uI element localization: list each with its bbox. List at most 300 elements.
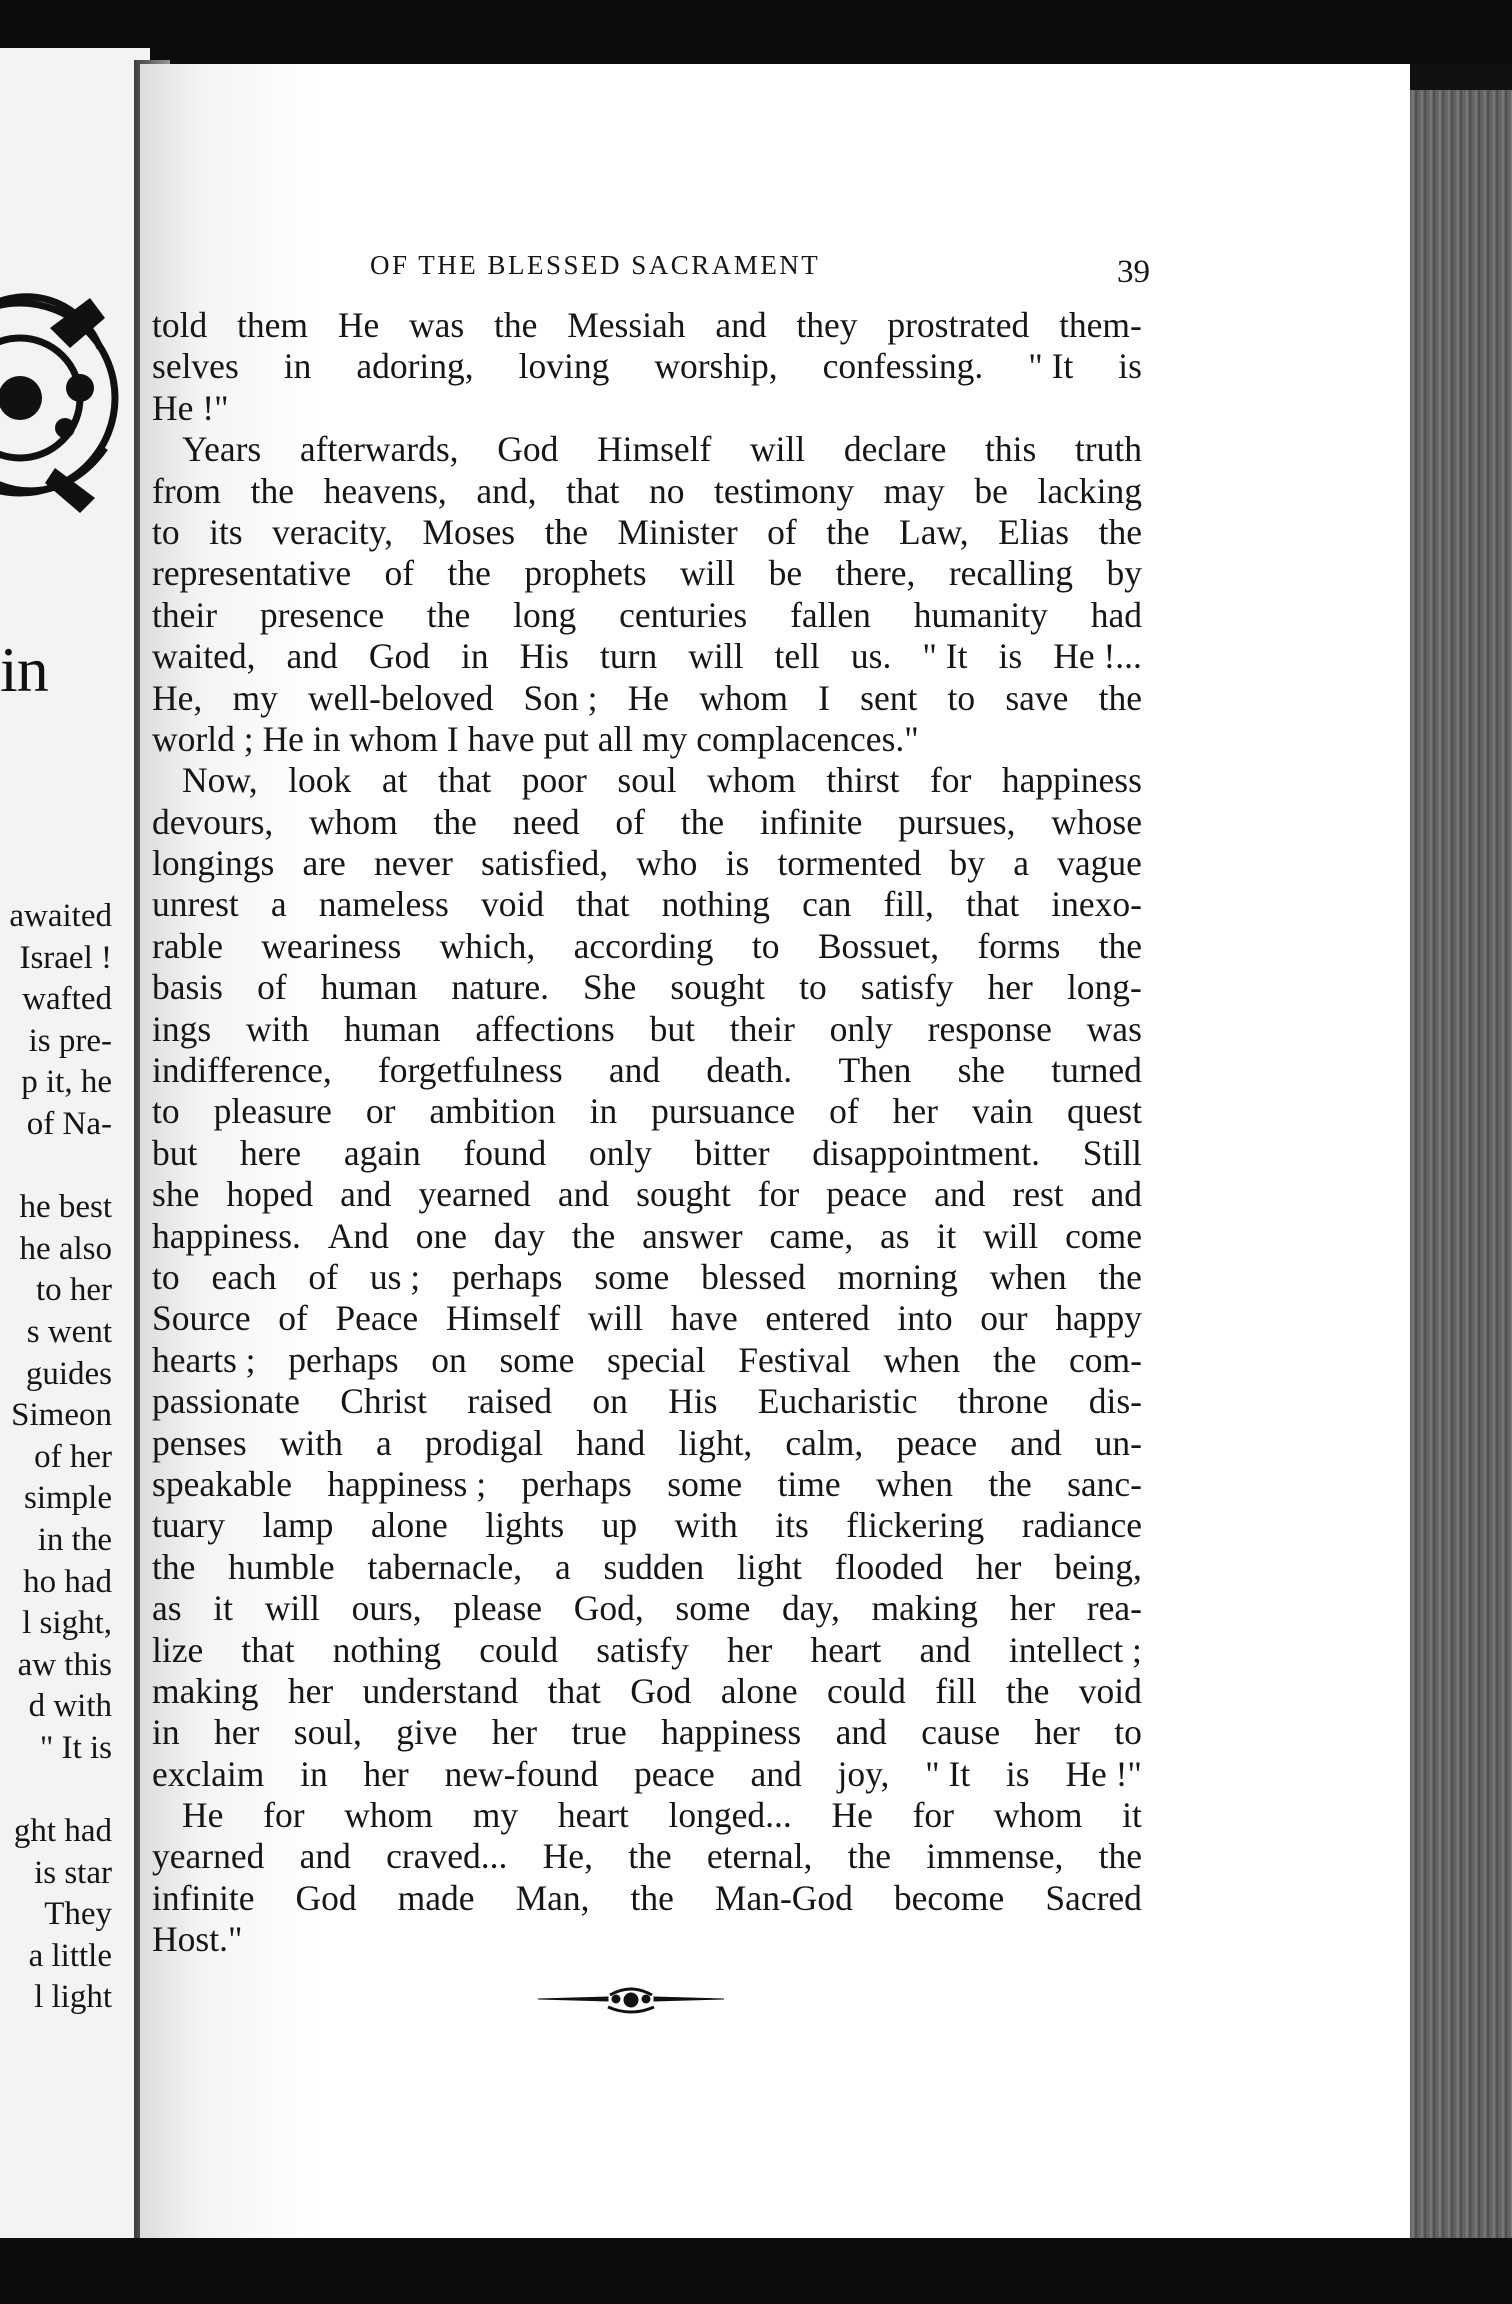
word: in (152, 1712, 180, 1753)
word: the (152, 1546, 196, 1587)
word: on (592, 1381, 628, 1422)
word: rable (152, 925, 223, 966)
text-line (152, 305, 1142, 346)
facing-page-line: wafted (22, 981, 112, 1018)
word: afterwards, (299, 429, 459, 470)
word: came, (769, 1215, 854, 1256)
text-line (152, 512, 1142, 553)
word: time (777, 1463, 841, 1504)
word: and (715, 305, 767, 345)
word: will (587, 1298, 644, 1339)
word: in (283, 346, 312, 387)
word: human (343, 1008, 441, 1049)
word: of (829, 1091, 859, 1132)
word: which, (439, 925, 536, 966)
word: a (1013, 843, 1029, 884)
facing-page-line: p it, he (21, 1064, 112, 1101)
facing-page-line: is pre- (28, 1022, 112, 1059)
word: here (240, 1132, 302, 1173)
word: sought (636, 1174, 731, 1215)
word: tabernacle, (367, 1546, 523, 1587)
word: craved... (386, 1836, 508, 1877)
word: her (214, 1712, 260, 1753)
word: He (182, 1795, 224, 1836)
word: fallen (790, 594, 871, 635)
word: heart (810, 1629, 882, 1670)
word: true (571, 1712, 627, 1753)
word: our (980, 1298, 1028, 1339)
text-line (152, 760, 1142, 801)
word: He !... (1053, 636, 1142, 677)
word: the (1098, 511, 1142, 552)
word: soul (617, 760, 677, 801)
word: nameless (318, 884, 449, 925)
word: her (727, 1629, 773, 1670)
word: dis- (1088, 1381, 1142, 1422)
word: And (327, 1215, 389, 1256)
word: again (343, 1132, 421, 1173)
text-line (152, 1795, 1142, 1836)
word: thirst (826, 760, 900, 801)
word: peace (826, 1174, 908, 1215)
facing-page-line: They (44, 1896, 112, 1933)
word: in (300, 1753, 328, 1794)
word: to (751, 925, 780, 966)
word: long- (1066, 967, 1142, 1008)
word: being, (1054, 1546, 1142, 1587)
word: have (467, 718, 544, 759)
facing-page-text (0, 896, 112, 2019)
word: that (965, 884, 1020, 925)
word: some (675, 1588, 751, 1629)
facing-page-line: to her (35, 1272, 112, 1309)
word: longed... (668, 1795, 792, 1836)
word: the (630, 1877, 674, 1918)
facing-page-line: a little (28, 1937, 112, 1974)
word: void (1078, 1670, 1142, 1711)
word: turned (1051, 1050, 1142, 1091)
word: hearts ; (152, 1339, 256, 1380)
word: Host." (152, 1919, 243, 1960)
word: representative (152, 553, 352, 594)
word: some (667, 1463, 743, 1504)
word: fill (935, 1670, 977, 1711)
word: us ; (369, 1256, 421, 1297)
word: and, (476, 470, 537, 511)
facing-page (0, 48, 150, 2248)
word: confessing. (822, 346, 984, 387)
text-line (152, 884, 1142, 925)
word: happiness (661, 1712, 802, 1753)
word: He !" (1065, 1753, 1142, 1794)
text-line (152, 346, 1142, 387)
word: well-beloved (308, 677, 494, 718)
word: they (796, 305, 858, 345)
word: sent (860, 677, 918, 718)
word: Minister (617, 511, 738, 552)
word: blessed (701, 1256, 806, 1297)
word: my (642, 718, 697, 759)
word: worship, (654, 346, 778, 387)
word: who (636, 843, 698, 884)
text-line (152, 1009, 1142, 1050)
word: are (302, 843, 346, 884)
text-line (152, 1298, 1142, 1339)
text-line (152, 553, 1142, 594)
word: whom (707, 760, 796, 801)
word: the (1098, 925, 1142, 966)
word: veracity, (272, 511, 393, 552)
facing-page-line: in the (37, 1521, 112, 1558)
word: and (557, 1174, 610, 1215)
word: He (831, 1795, 873, 1836)
word: peace (896, 1422, 978, 1463)
word: He, (152, 677, 203, 718)
text-line (152, 1050, 1142, 1091)
word: prophets (524, 553, 647, 594)
word: of (308, 1256, 338, 1297)
word: longings (152, 843, 275, 884)
word: some (499, 1339, 575, 1380)
word: un- (1094, 1422, 1142, 1463)
word: each (211, 1256, 277, 1297)
word: a (270, 884, 287, 925)
word: God, (573, 1588, 644, 1629)
word: will (264, 1588, 320, 1629)
word: God (630, 1670, 692, 1711)
word: from (152, 470, 222, 511)
word: the (1098, 1256, 1142, 1297)
word: He !" (152, 387, 229, 428)
word: according (573, 925, 714, 966)
word: as (152, 1588, 182, 1629)
word: tell (774, 636, 820, 677)
word: infinite (152, 1877, 255, 1918)
word: was (409, 305, 465, 345)
word: no (648, 470, 685, 511)
word: speakable (152, 1463, 292, 1504)
word: to (947, 677, 976, 718)
word: Sacred (1045, 1877, 1142, 1918)
word: perhaps (452, 1256, 563, 1297)
word: light, (678, 1422, 753, 1463)
word: be (974, 470, 1008, 511)
word: whose (1051, 801, 1142, 842)
word: can (802, 884, 852, 925)
word: Man, (515, 1877, 590, 1918)
word: need (512, 801, 580, 842)
word: inexo- (1051, 884, 1142, 925)
word: nothing (332, 1629, 442, 1670)
word: and (1010, 1422, 1062, 1463)
word: selves (152, 346, 239, 387)
word: found (463, 1132, 547, 1173)
word: perhaps (288, 1339, 399, 1380)
word: there, (835, 553, 916, 594)
word: this (984, 429, 1037, 470)
word: that (547, 1670, 601, 1711)
word: it (213, 1588, 233, 1629)
word: is (1118, 346, 1142, 387)
word: penses (152, 1422, 247, 1463)
word: void (481, 884, 545, 925)
word: up (601, 1505, 638, 1546)
facing-page-line: he best (19, 1189, 112, 1226)
text-line (152, 1340, 1142, 1381)
text-line (152, 1712, 1142, 1753)
word: Man-God (714, 1877, 853, 1918)
word: her (976, 1546, 1022, 1587)
word: only (588, 1132, 652, 1173)
word: basis (152, 967, 223, 1008)
word: Moses (422, 511, 516, 552)
facing-page-line: l sight, (22, 1605, 112, 1642)
word: Years (182, 429, 262, 470)
word: throne (957, 1381, 1049, 1422)
facing-page-line (0, 1769, 112, 1811)
floral-ornament-icon (0, 258, 130, 548)
facing-page-line: " It is (39, 1729, 112, 1766)
word: peace (634, 1753, 715, 1794)
word: radiance (1021, 1505, 1142, 1546)
word: and (835, 1712, 887, 1753)
word: cause (921, 1712, 1001, 1753)
word: the (992, 1339, 1037, 1380)
word: lacking (1037, 470, 1142, 511)
word: Festival (738, 1339, 851, 1380)
word: the (1098, 1836, 1142, 1877)
word: or (365, 1091, 396, 1132)
word: have (670, 1298, 738, 1339)
word: her (892, 1091, 938, 1132)
word: " It (1028, 346, 1074, 387)
word: turn (600, 636, 658, 677)
word: had (1090, 594, 1142, 635)
word: whom (993, 1795, 1083, 1836)
word: alone (720, 1670, 798, 1711)
word: a (375, 1422, 392, 1463)
word: She (583, 967, 637, 1008)
word: become (893, 1877, 1005, 1918)
word: was (1086, 1008, 1142, 1049)
word: with (279, 1422, 343, 1463)
word: the (426, 594, 471, 635)
word: satisfy (596, 1629, 689, 1670)
facing-page-line: s went (26, 1313, 112, 1350)
word: to (152, 1091, 180, 1132)
word: be (768, 553, 803, 594)
facing-page-line: he also (19, 1230, 112, 1267)
word: Peace (335, 1298, 419, 1339)
word: weariness (261, 925, 402, 966)
text-line (152, 595, 1142, 636)
word: yearned (418, 1174, 531, 1215)
facing-page-line: d with (28, 1688, 112, 1725)
word: forgetfulness (377, 1050, 563, 1091)
word: joy, (837, 1753, 890, 1794)
word: and (299, 1836, 351, 1877)
word: when (876, 1463, 953, 1504)
word: it (1122, 1795, 1142, 1836)
text-line (152, 719, 1142, 760)
word: soul, (293, 1712, 362, 1753)
word: truth (1074, 429, 1142, 470)
word: to (152, 1256, 180, 1297)
word: by (1106, 553, 1142, 594)
word: will (688, 636, 744, 677)
word: of (384, 553, 415, 594)
word: only (829, 1008, 893, 1049)
word: I (818, 677, 830, 718)
word: world ; (152, 718, 263, 759)
word: for (263, 1795, 305, 1836)
word: understand (362, 1670, 519, 1711)
word: His (668, 1381, 718, 1422)
facing-page-line: ho had (23, 1563, 112, 1600)
text-line (152, 1671, 1142, 1712)
word: tuary (152, 1505, 225, 1546)
text-line (152, 1133, 1142, 1174)
word: its (209, 511, 243, 552)
word: may (883, 470, 945, 511)
word: prostrated (887, 305, 1030, 345)
word: but (649, 1008, 695, 1049)
word: flickering (846, 1505, 985, 1546)
word: hoped (226, 1174, 314, 1215)
word: Then (838, 1050, 912, 1091)
word: us. (850, 636, 892, 677)
word: pursuance (651, 1091, 796, 1132)
facing-page-line: simple (24, 1480, 112, 1517)
word: with (246, 1008, 310, 1049)
word: Law, (899, 511, 969, 552)
word: the (544, 511, 588, 552)
word: unrest (152, 884, 239, 925)
word: the (447, 553, 491, 594)
text-line (152, 388, 1142, 429)
word: eternal, (706, 1836, 813, 1877)
word: and (919, 1629, 971, 1670)
word: indifference, (152, 1050, 332, 1091)
word: is (1005, 1753, 1030, 1794)
text-line (152, 1423, 1142, 1464)
word: testimony (714, 470, 855, 511)
word: will (750, 429, 806, 470)
facing-page-line: l light (34, 1979, 112, 2016)
word: and (934, 1174, 986, 1215)
word: at (381, 760, 408, 801)
word: infinite (759, 801, 863, 842)
word: her (987, 967, 1033, 1008)
word: for (912, 1795, 954, 1836)
facing-page-line: guides (25, 1355, 112, 1392)
word: disappointment. (812, 1132, 1041, 1173)
word: immense, (926, 1836, 1064, 1877)
facing-page-line: of her (34, 1438, 112, 1475)
word: heart (557, 1795, 629, 1836)
word: the (433, 801, 477, 842)
word: day (493, 1215, 546, 1256)
word: quest (1067, 1091, 1142, 1132)
word: nothing (661, 884, 771, 925)
word: into (897, 1298, 953, 1339)
word: their (729, 1008, 795, 1049)
word: pursues, (898, 801, 1016, 842)
word: Son ; (523, 677, 598, 718)
text-line (152, 926, 1142, 967)
word: of (615, 801, 645, 842)
running-title: OF THE BLESSED SACRAMENT (370, 250, 821, 280)
word: the (988, 1463, 1032, 1504)
word: is (998, 636, 1023, 677)
word: of (278, 1298, 308, 1339)
word: sudden (603, 1546, 705, 1587)
text-line (152, 1754, 1142, 1795)
text-line (152, 802, 1142, 843)
text-line (152, 1547, 1142, 1588)
text-line (152, 1878, 1142, 1919)
word: her (1009, 1588, 1056, 1629)
word: new-found (444, 1753, 599, 1794)
word: it (936, 1215, 957, 1256)
facing-page-line: aw this (17, 1646, 112, 1683)
word: human (320, 967, 418, 1008)
word: my (472, 1795, 519, 1836)
word: for (929, 760, 972, 801)
word: recalling (948, 553, 1074, 594)
word: the (826, 511, 870, 552)
word: He, (542, 1836, 593, 1877)
word: put (543, 718, 598, 759)
word: some (594, 1256, 670, 1297)
text-line (152, 678, 1142, 719)
page-edges (1410, 90, 1512, 2240)
tailpiece-ornament-icon (538, 1985, 724, 2015)
word: Bossuet, (817, 925, 940, 966)
word: forms (977, 925, 1061, 966)
word: happiness ; (327, 1463, 487, 1504)
word: He (627, 677, 670, 718)
word: passionate (152, 1381, 300, 1422)
text-line (152, 1257, 1142, 1298)
word: God (368, 636, 430, 677)
word: exclaim (152, 1753, 265, 1794)
word: and (1090, 1174, 1142, 1215)
scan-border-top (0, 0, 1512, 64)
word: ings (152, 1008, 212, 1049)
word: the (847, 1836, 891, 1877)
text-line (152, 967, 1142, 1008)
word: flooded (834, 1546, 944, 1587)
word: that (566, 470, 620, 511)
text-line (152, 1216, 1142, 1257)
word: sanc- (1067, 1463, 1142, 1504)
word: poor (521, 760, 587, 801)
word: in (312, 718, 350, 759)
facing-page-line: of Na- (26, 1105, 112, 1142)
word: them- (1059, 305, 1142, 345)
word: Still (1082, 1132, 1142, 1173)
word: happy (1055, 1298, 1142, 1339)
facing-page-line (0, 1146, 112, 1188)
page-number: 39 (1117, 254, 1150, 290)
word: I (446, 718, 468, 759)
text-line (152, 1630, 1142, 1671)
word: come (1065, 1215, 1142, 1256)
word: fill, (883, 884, 934, 925)
word: told (152, 305, 208, 345)
word: whom (309, 801, 398, 842)
